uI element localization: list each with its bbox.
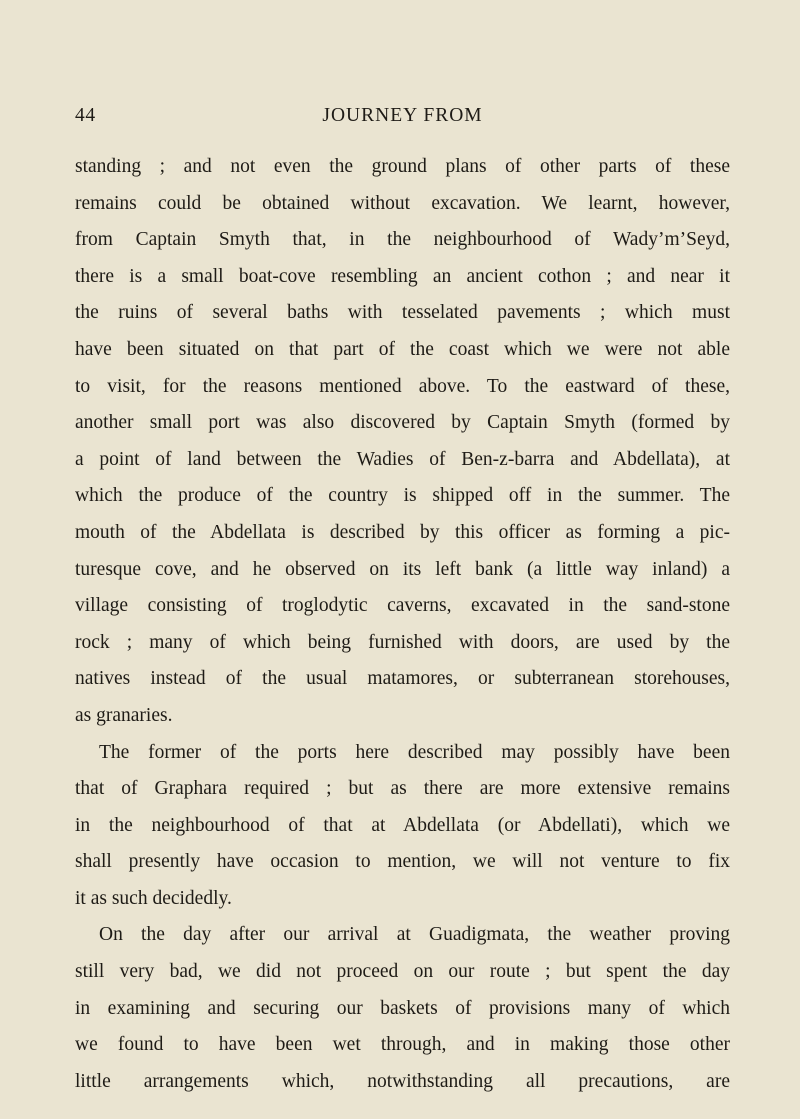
running-head	[75, 105, 730, 135]
text-line: which the produce of the country is shipped off in the summer. The	[75, 485, 730, 507]
text-line: another small port was also discovered by Captain Smyth (formed by	[75, 412, 730, 434]
text-line: shall presently have occasion to mention, we will not venture to fix	[75, 851, 730, 873]
text-line: we found to have been wet through, and in making those other	[75, 1034, 730, 1056]
text-line: remains could be obtained without excavation. We learnt, however,	[75, 192, 730, 214]
paragraph-end-line: it as such decidedly.	[75, 887, 232, 909]
text-line: have been situated on that part of the coast which we were not able	[75, 338, 730, 360]
text-line: from Captain Smyth that, in the neighbourhood of Wady’m’Seyd,	[75, 229, 730, 251]
text-line: that of Graphara required ; but as there are more extensive remains	[75, 778, 730, 800]
running-title: JOURNEY FROM	[322, 105, 483, 126]
paragraph-first-line: On the day after our arrival at Guadigmata, the weather proving	[99, 924, 730, 946]
page-number: 44	[75, 105, 96, 126]
text-line: little arrangements which, notwithstanding all precautions, are	[75, 1070, 730, 1092]
text-line: to visit, for the reasons mentioned above. To the eastward of these,	[75, 375, 730, 397]
text-line: there is a small boat-cove resembling an ancient cothon ; and near it	[75, 265, 730, 287]
text-line: standing ; and not even the ground plans of other parts of these	[75, 156, 730, 177]
paragraph-end-line: as granaries.	[75, 704, 173, 726]
text-line: in the neighbourhood of that at Abdellata (or Abdellati), which we	[75, 814, 730, 836]
text-line: in examining and securing our baskets of provisions many of which	[75, 997, 730, 1019]
text-line: still very bad, we did not proceed on our route ; but spent the day	[75, 961, 730, 983]
text-line: mouth of the Abdellata is described by this officer as forming a pic-	[75, 521, 730, 543]
paragraph-first-line: The former of the ports here described may possibly have been	[99, 741, 730, 763]
text-line: turesque cove, and he observed on its left bank (a little way inland) a	[75, 558, 730, 580]
text-line: village consisting of troglodytic caverns, excavated in the sand-stone	[75, 595, 730, 617]
text-line: rock ; many of which being furnished with doors, are used by the	[75, 631, 730, 653]
text-line: a point of land between the Wadies of Ben-z-barra and Abdellata), at	[75, 448, 730, 470]
text-line: natives instead of the usual matamores, or subterranean storehouses,	[75, 668, 730, 690]
text-line: the ruins of several baths with tesselated pavements ; which must	[75, 302, 730, 324]
body-text	[75, 149, 730, 1100]
